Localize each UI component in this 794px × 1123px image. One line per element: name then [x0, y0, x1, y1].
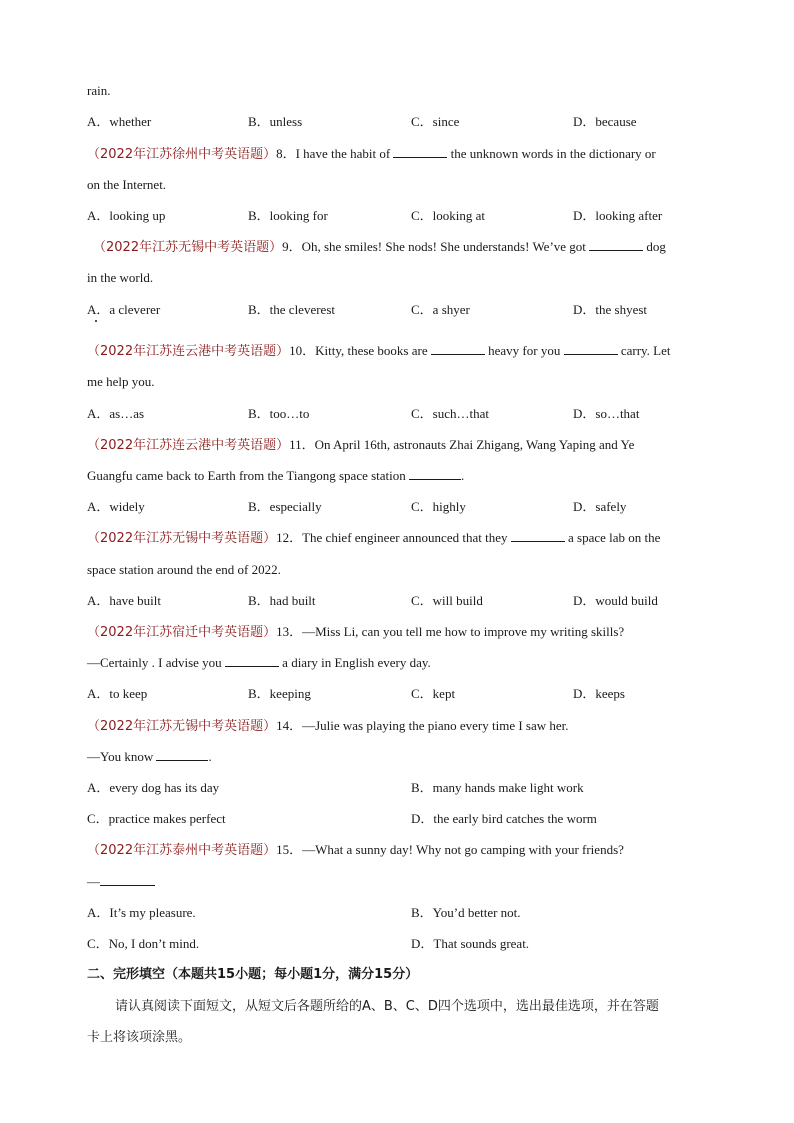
q7-tail: rain.	[87, 83, 111, 98]
q9-stem: （2022年江苏无锡中考英语题）9．Oh, she smiles! She nods! She understands! We’ve got dog	[93, 239, 666, 255]
q14-stem: （2022年江苏无锡中考英语题）14．—Julie was playing the piano every time I saw her.	[87, 718, 569, 734]
q8-option-b: B．looking for	[248, 208, 328, 223]
q13-option-b: B．keeping	[248, 686, 311, 701]
q8-source: （2022年江苏徐州中考英语题）	[87, 147, 277, 162]
q8-option-a: A．looking up	[87, 208, 166, 223]
q10-option-a: A．as…as	[87, 406, 145, 421]
q14-option-c: C．practice makes perfect	[87, 811, 226, 826]
q9-source: （2022年江苏无锡中考英语题）	[93, 240, 283, 255]
q9-option-c: C．a shyer	[411, 302, 470, 317]
q10-stem: （2022年江苏连云港中考英语题）10．Kitty, these books are heavy for you carry. Let	[87, 343, 671, 359]
q9-stem-cont: in the world.	[87, 270, 154, 285]
q12-stem-cont: space station around the end of 2022.	[87, 562, 281, 577]
q7-option-c: C．since	[411, 114, 460, 129]
q15-option-b: B．You’d better not.	[411, 905, 521, 920]
q9-option-b: B．the cleverest	[248, 302, 335, 317]
answer-blank	[431, 342, 485, 355]
section-instruction-cont: 卡上将该项涂黑。	[87, 1030, 192, 1045]
q10-source: （2022年江苏连云港中考英语题）	[87, 344, 290, 359]
q11-stem: （2022年江苏连云港中考英语题）11．On April 16th, astronauts Zhai Zhigang, Wang Yaping and Ye	[87, 437, 635, 453]
q10-option-b: B．too…to	[248, 406, 310, 421]
q14-stem-cont: —You know .	[87, 749, 212, 764]
stray-dot	[95, 320, 97, 322]
answer-blank	[225, 654, 279, 667]
q14-option-b: B．many hands make light work	[411, 780, 584, 795]
q7-option-d: D．because	[573, 114, 637, 129]
answer-blank	[393, 145, 447, 158]
q11-option-b: B．especially	[248, 499, 322, 514]
section-title: 二、完形填空（本题共15小题；每小题1分，满分15分）	[87, 967, 419, 982]
q12-option-a: A．have built	[87, 593, 162, 608]
q15-option-d: D．That sounds great.	[411, 936, 530, 951]
q8-stem: （2022年江苏徐州中考英语题）8．I have the habit of the unknown words in the dictionary or	[87, 146, 656, 162]
q10-option-c: C．such…that	[411, 406, 489, 421]
q12-option-d: D．would build	[573, 593, 658, 608]
q12-option-c: C．will build	[411, 593, 483, 608]
q15-option-c: C．No, I don’t mind.	[87, 936, 200, 951]
q7-option-a: A．whether	[87, 114, 152, 129]
q14-option-a: A．every dog has its day	[87, 780, 220, 795]
q13-option-c: C．kept	[411, 686, 456, 701]
q10-option-d: D．so…that	[573, 406, 640, 421]
answer-blank	[156, 748, 208, 761]
answer-blank	[511, 529, 565, 542]
q13-option-a: A．to keep	[87, 686, 148, 701]
q15-stem-cont: —	[87, 873, 155, 891]
q11-option-c: C．highly	[411, 499, 466, 514]
q11-option-d: D．safely	[573, 499, 627, 514]
q11-option-a: A．widely	[87, 499, 145, 514]
q9-option-a: A．a cleverer	[87, 302, 161, 317]
answer-blank	[589, 238, 643, 251]
q8-stem-cont: on the Internet.	[87, 177, 167, 192]
q12-source: （2022年江苏无锡中考英语题）	[87, 531, 277, 546]
q8-option-c: C．looking at	[411, 208, 486, 223]
q15-stem: （2022年江苏泰州中考英语题）15．—What a sunny day! Why not go camping with your friends?	[87, 842, 624, 858]
q11-stem-cont: Guangfu came back to Earth from the Tiangong space station .	[87, 468, 465, 483]
q13-source: （2022年江苏宿迁中考英语题）	[87, 625, 277, 640]
q15-source: （2022年江苏泰州中考英语题）	[87, 843, 277, 858]
q13-option-d: D．keeps	[573, 686, 625, 701]
section-instruction: 请认真阅读下面短文，从短文后各题所给的A、B、C、D四个选项中，选出最佳选项，并在答题	[115, 999, 659, 1014]
q11-source: （2022年江苏连云港中考英语题）	[87, 438, 290, 453]
q14-source: （2022年江苏无锡中考英语题）	[87, 719, 277, 734]
q8-option-d: D．looking after	[573, 208, 663, 223]
answer-blank	[100, 873, 155, 886]
q13-stem-cont: —Certainly . I advise you a diary in English every day.	[87, 655, 431, 670]
q7-option-b: B．unless	[248, 114, 303, 129]
q9-option-d: D．the shyest	[573, 302, 648, 317]
q15-option-a: A．It’s my pleasure.	[87, 905, 196, 920]
answer-blank	[409, 467, 461, 480]
answer-blank	[564, 342, 618, 355]
q13-stem: （2022年江苏宿迁中考英语题）13．—Miss Li, can you tell me how to improve my writing skills?	[87, 624, 625, 640]
q14-option-d: D．the early bird catches the worm	[411, 811, 597, 826]
q12-option-b: B．had built	[248, 593, 316, 608]
q12-stem: （2022年江苏无锡中考英语题）12．The chief engineer announced that they a space lab on the	[87, 530, 661, 546]
q10-stem-cont: me help you.	[87, 374, 155, 389]
